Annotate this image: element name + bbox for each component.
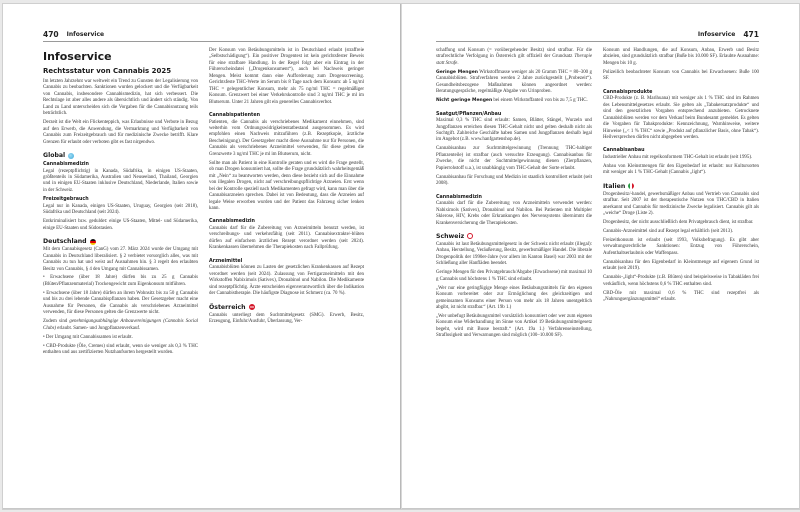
ch-produkte-text: CBD-Produkte (z. B. Marihuana) mit weniger als 1 % THC sind im Rahmen des Lebensmittelgesetzes erlaubt. Sie gelten als „Tabakersatzprodukte“ und sind den gesetzlichen Vorgaben entsprechend anzubieten. Getrocknete Cannabisblüten werden vor dem Verkauf beim Bundesamt gemeldet. Es gelten die Vorgaben für Tabakprodukte: Kennzeichnung, Warnhinweise, weitere Hinweise („< 1 % THC“ sowie „Produkt auf pflanzlicher Basis, ohne Tabak“). Heilversprechen dürfen nicht abgegeben werden. bbox=[603, 96, 759, 140]
section-heading-schweiz: Schweiz bbox=[436, 233, 592, 240]
italien-text-7: CBD-Öle mit maximal 0,6 % THC sind rezeptfrei als „Nahrungsergänzungsmittel“ erlaubt. bbox=[603, 290, 759, 303]
globe-icon bbox=[68, 153, 74, 159]
schweiz-text-4: „Wer unbefugt Betäubungsmittel vorsätzlich konsumiert oder wer zum eigenen Konsum eine Widerhandlung im Sinne von Artikel 19 Betäubungsmittelgesetz begeht, wird mit Busse bestraft.“ (Art. 19a 1.) Verfahrenseinstellung, Straflosigkeit und Verwarnungen sind möglich (100–10.000 SF). bbox=[436, 314, 592, 339]
nicht-geringe-mengen-text: Nicht geringe Mengen bei einem Wirkstoffanteil von bis zu 7,5 g THC. bbox=[436, 98, 588, 104]
schweiz-text-1: Cannabis ist laut Betäubungsmittelgesetz in der Schweiz nicht erlaubt (illegal): Anbau, Herstellung, Veräußerung, Besitz, gewerbsmäßiger Handel. Die liberale Drogenpolitik der 1990er-Jahre (vor allem im Kanton Basel) war 2003 mit der Schließung aller Hanfläden beendet. bbox=[436, 241, 592, 267]
right-page-column-2 bbox=[603, 48, 759, 342]
section-heading-oesterreich: Österreich bbox=[209, 304, 364, 311]
subheading-arzneimittel: Arzneimittel bbox=[209, 258, 243, 264]
global-freizeit-text-1: Legal nur in Kanada, einigen US-Staaten, Uruguay, Georgien (seit 2018), Südafrika und Deutschland (seit 2024). bbox=[43, 203, 198, 216]
oesterreich-text: Cannabis unterliegt dem Suchtmittelgesetz (SMG). Erwerb, Besitz, Erzeugung, Einfuhr/Ausfuhr, Überlassung, Ver- bbox=[209, 312, 364, 324]
patienten-text-2: Sollte man als Patient in eine Kontrolle geraten und es wird die Frage gestellt, ob man Drogen konsumiert hat, sollte die Frage grundsätzlich wahrheitsgemäß mit „Nein“ zu beantworten werden, denn diese bezieht sich auf die Einnahme von illegalen Drogen, nicht auf verschreibungspflichtige Arzneien. Erst wenn bei der Kontrolle speziell nach Medikamenten gefragt wird, kann man über die Cannabisarzneien sprechen. Dabei ist von Bedeutung, dass die Arzneien auf legale Weise erworben wurden und der Patient das Fahrzeug sicher lenken kann. bbox=[209, 160, 364, 211]
running-head-right bbox=[436, 28, 759, 42]
subheading-cannabispatienten: Cannabispatienten bbox=[209, 113, 260, 119]
deutschland-bullet-1: • Erwachsene (über 18 Jahre) dürfen bis zu 25 g Cannabis (Blüten/Pflanzenmaterial) Trockengewicht zum Eigenkonsum mitführen. bbox=[43, 275, 198, 287]
left-page-column-1 bbox=[43, 48, 198, 359]
oesterreich-cont-text: schaffung und Konsum (= vorübergehender Besitz) sind strafbar. Für die strafrechtliche Verfolgung in Österreich gilt offiziell der Grundsatz Therapie statt Strafe. bbox=[436, 48, 592, 66]
running-head-section: Infoservice bbox=[697, 31, 736, 38]
deutschland-konsum-text: Der Konsum von Betäubungsmitteln ist in Deutschland erlaubt (straffreie „Selbstschädigung“). Ein positiver Drogentest ist kein gerichtsfester Beweis für eine strafbare Handlung. In der Regel folgt aber ein Eintrag in der Führerscheindatei („Drogenkonsument“), auch bei Nachweis geringer Mengen. Meist kommt dann eine Aufforderung zum Drogenscreening. Gerichtsfeste THC-Werte im Serum bis 8 Tage nach dem Konsum: ab 5 ng/ml THC = gelegentlicher Konsum, mehr als 75 ng/ml THC = regelmäßiger Konsum. Grenzwert bei einer Verkehrskontrolle sind 3 ng/ml THC je ml im Blutserum. Unter 21 Jahren gilt ein generelles Cannabisverbot. bbox=[209, 48, 364, 105]
italien-text-3: Cannabis-Arzneimittel sind auf Rezept legal erhältlich (seit 2013). bbox=[603, 229, 734, 235]
page-title: Infoservice bbox=[43, 50, 112, 63]
deutschland-anbauvereinigungen: Zudem sind genehmigungsabhängige Anbauvereinigungen (Cannabis Social Clubs) erlaubt. Samen- und Jungpflanzenverkauf. bbox=[43, 319, 199, 331]
saatgut-text-3: Cannabisanbau für Forschung und Medizin ist staatlich kontrolliert erlaubt (seit 2008). bbox=[436, 174, 592, 187]
page-edge bbox=[402, 508, 799, 509]
deutschland-bullet-2: • Erwachsene (über 18 Jahre) dürfen an ihrem Wohnsitz bis zu 50 g Cannabis und bis zu drei lebende Cannabispflanzen haben. Der Gesetzgeber macht eine Ausnahme für Personen, die Cannabis als verschriebenes Arzneimittel verwenden, für diese Personen gelten die Grenzwerte nicht. bbox=[43, 290, 198, 316]
running-head-section: Infoservice bbox=[66, 31, 105, 38]
deutschland-bullet-3: • Der Umgang mit Cannabissamen ist erlaubt. bbox=[43, 334, 133, 340]
geringe-mengen-text: Geringe Mengen Wirkstoffmasse weniger als 20 Gramm THC = 80–300 g Cannabisblüten. Strafverfahren werden 2 Jahre zurückgestellt („Probezeit“). Gesundheitsbezogene Maßnahmen können angeordnet werden: Beratungsgespräche, regelmäßige Abgabe von Urinproben. bbox=[436, 69, 592, 95]
left-page-column-2 bbox=[209, 48, 364, 359]
subheading-freizeitgebrauch: Freizeitgebrauch bbox=[43, 197, 89, 203]
running-head-left bbox=[43, 28, 364, 42]
article-title: Rechtsstatur von Cannabis 2025 bbox=[43, 67, 172, 75]
ch-anbau-text-2: Anbau von Kleinstmengen für den Eigenbedarf ist erlaubt: nur Kultursorten mit weniger als 1 % THC-Gehalt (Cannabis „light“). bbox=[603, 163, 759, 176]
page-470 bbox=[3, 4, 401, 509]
page-number: 470 bbox=[43, 30, 59, 39]
subheading-saatgut: Saatgut/Pflanzen/Anbau bbox=[436, 111, 502, 117]
saatgut-text-2: Cannabisanbau zur Suchtmittelgewinnung (Trennung THC-haltiger Pflanzenteile) ist strafbar (auch versuchte Erzeugung). Cannabisanbau für Zwecke, die nicht der Suchtmittelgewinnung dienen (Zierpflanzen, Papierrohstoff u.a.), ist unabhängig vom THC-Gehalt der Sorte erlaubt. bbox=[436, 146, 592, 171]
section-heading-italien: Italien bbox=[603, 183, 759, 190]
italien-text-6: Cannabis-„light“-Produkte (z.B. Blüten) sind beispielsweise in Tabakläden frei verkäuflich, wenn höchstens 0,6 % THC enthalten sind. bbox=[603, 275, 759, 287]
deutschland-intro: Mit dem Cannabisgesetz (CanG) vom 27. März 2024 wurde der Umgang mit Cannabis in Deutschland liberalisiert. § 2 verbietet vorsorglich alles, was mit Cannabis zu tun hat und weist auf Ausnahmen hin. § 3 regelt den erlaubten Besitz von Cannabis, § 4 den Umgang mit Cannabissamen. bbox=[43, 247, 198, 272]
switzerland-flag-icon bbox=[467, 233, 473, 239]
italien-text-5: Cannabisanbau für den Eigenbedarf in Kleinstmenge auf eigenem Grund ist erlaubt (seit 2019). bbox=[603, 259, 759, 272]
subheading-cannabisprodukte: Cannabisprodukte bbox=[603, 89, 653, 95]
germany-flag-icon bbox=[90, 239, 96, 245]
section-heading-deutschland: Deutschland bbox=[43, 238, 198, 245]
global-medizin-text: Legal (rezeptpflichtig) in Kanada, Südafrika, in einigen US-Staaten, größtenteils in Südamerika, Australien und Neuseeland, Thailand, Georgien und in einigen EU-Staaten inklusive Deutschland, Niederlande, Italien sowie in der Schweiz. bbox=[43, 168, 198, 193]
italien-text-2: Drogenbesitz, der nicht ausschließlich dem Privatgebrauch dient, ist strafbar. bbox=[603, 220, 754, 226]
italien-text-4: Freizeitkonsum ist erlaubt (seit 1993, Volksbefragung). Es gibt aber verwaltungsrechtliche Sanktionen: Entzug von Führerschein, Aufenthaltserlaubnis oder Waffenpass. bbox=[603, 238, 759, 256]
global-freizeit-text-2: Entkriminalisiert bzw. geduldet: einige US-Staaten, Mittel- und Südamerika, einige EU-Staaten und Südostasien. bbox=[43, 219, 198, 231]
austria-flag-icon bbox=[249, 304, 255, 310]
right-page-column-1 bbox=[436, 48, 592, 342]
schweiz-text-6: Polizeilich beobachteter Konsum von Cannabis bei Erwachsenen: Buße 100 SF. bbox=[603, 69, 759, 82]
subheading-cannabisanbau: Cannabisanbau bbox=[603, 148, 645, 154]
de-arzneimittel-text: Cannabisblüten können zu Lasten der gesetzlichen Krankenkassen auf Rezept verordnet werden (seit 2024). Zulassung von Fertigarzneimitteln mit den Wirkstoffen Nabiximols (Sativex), Dronabinol und Nabilon. Die Medikamente sind rezeptpflichtig. Ärzte entscheiden eigenverantwortlich über die Indikation der Cannabistherapie. Die häufigste Diagnose ist Schmerz (ca. 70 %). bbox=[209, 265, 364, 297]
subheading-cannabismedizin-at: Cannabismedizin bbox=[436, 194, 482, 200]
italien-text-1: Drogenbesitz/-handel, gewerbsmäßiger Anbau und Vertrieb von Cannabis sind strafbar. Seit 2007 ist der therapeutische Nutzen von THC/CBD in Italien anerkannt und Cannabis für medizinische Zwecke legalisiert. Cannabis gilt als „weiche“ Droge (Liste 2). bbox=[603, 191, 759, 217]
at-medizin-text: Cannabis darf für die Zubereitung von Arzneimitteln verwendet werden: Nabiximols (Sativex), Dronabinol und Nabilon. Bei Patienten mit Multipler Sklerose, HIV, Krebs oder Erkrankungen des Nervensystems übernimmt die Krankenversicherung die Therapiekosten. bbox=[436, 201, 592, 226]
subheading-cannabismedizin: Cannabismedizin bbox=[43, 162, 89, 168]
patienten-text-1: Patienten, die Cannabis als verschriebenes Medikament einnehmen, sind weiterhin vom Ordnungswidrigkeitentatbestand ausgenommen. Es wird empfohlen einen Nachweis mitzuführen (z.B. Rezeptkopie, ärztliche Bescheinigung). Der Gesetzgeber macht diese Ausnahme nur für Personen, die Cannabis als verschriebenes Arzneimittel verwenden, für diese gelten die Grenzwerte 3 ng/ml THC je ml im Blutserum, nicht. bbox=[209, 119, 364, 157]
page-edge bbox=[3, 508, 400, 509]
section-heading-global: Global bbox=[43, 152, 198, 159]
page-number: 471 bbox=[743, 30, 759, 39]
saatgut-text-1: Maximal 0,3 % THC sind erlaubt: Samen, Blätter, Stängel, Wurzeln und Jungpflanzen erreichen diesen THC-Gehalt nicht und gelten deshalb nicht als Suchtgift. Zahlreiche Geschäfte haben Samen und Jungpflanzen deshalb legal im Angebot (z.B. www.hanfgartenshop.de). bbox=[436, 118, 592, 143]
schweiz-text-2: Geringe Mengen für den Privatgebrauch/Abgabe (Erwachsene) mit maximal 10 g Cannabis und höchstens 1 % THC sind erlaubt. bbox=[436, 270, 592, 282]
italy-flag-icon bbox=[628, 183, 634, 189]
de-medizin-text: Cannabis darf für die Zubereitung von Arzneimitteln benutzt werden, ist verschreibungs- und verkehrsfähig (seit 2011). Cannabisextrakte/-blüten dürfen auf einfachem ärztlichen Rezept verordnet werden (seit 2024). Krankenkassen übernehmen die Therapiekosten nach Fallprüfung. bbox=[209, 225, 364, 251]
schweiz-text-5: Konsum und Handlungen, die auf Konsum, Anbau, Erwerb und Besitz abzielen, sind grundsätzlich strafbar (Buße bis 10.000 SF). Erlaubte Ausnahme: Mengen bis 10 g. bbox=[603, 48, 759, 66]
ch-anbau-text-1: Industrieller Anbau mit regelkonformem THC-Gehalt ist erlaubt (seit 1995). bbox=[603, 154, 753, 160]
deutschland-bullet-4: • CBD-Produkte (Öle, Cremes) sind erlaubt, wenn sie weniger als 0,3 % THC enthalten und aus zertifizierten Nutzhanfsorten hergestellt wurden. bbox=[43, 343, 198, 355]
subheading-cannabismedizin-de: Cannabismedizin bbox=[209, 219, 255, 225]
page-471 bbox=[401, 4, 799, 509]
book-spread bbox=[2, 3, 800, 510]
intro-paragraph-2: Derzeit ist die Welt ein Flickenteppich, was Erlaubnisse und Verbote in Bezug auf den Erwerb, die Anwendung, die Vermarktung und Verfügbarkeit von Cannabis zum Freizeitgebrauch und für medizinische Zwecke betrifft. Klare Grenzen für erlaubt oder verboten gibt es fast nirgendwo. bbox=[43, 120, 198, 145]
intro-paragraph-1: Im letzten Jahrzehnt war weltweit ein Trend zu Gunsten der Legalisierung von Cannabis zu beobachten. Sanktionen wurden gelockert und die Verfügbarkeit von Cannabis, insbesondere Cannabismedizin, hat sich verbessert. Die Rechtslage ist aber alles andere als übersichtlich und ändert sich ständig. Von Land zu Land unterscheiden sich die Vorgaben für die Cannabisnutzung teils beträchtlich. bbox=[43, 79, 198, 117]
schweiz-text-3: „Wer nur eine geringfügige Menge eines Betäubungsmittels für den eigenen Konsum vorbereitet oder zur Ermöglichung des gleichzeitigen und gemeinsamen Konsums einer Person von mehr als 18 Jahren unentgeltlich abgibt, ist nicht strafbar.“ (Art. 19b 1.) bbox=[436, 285, 592, 311]
